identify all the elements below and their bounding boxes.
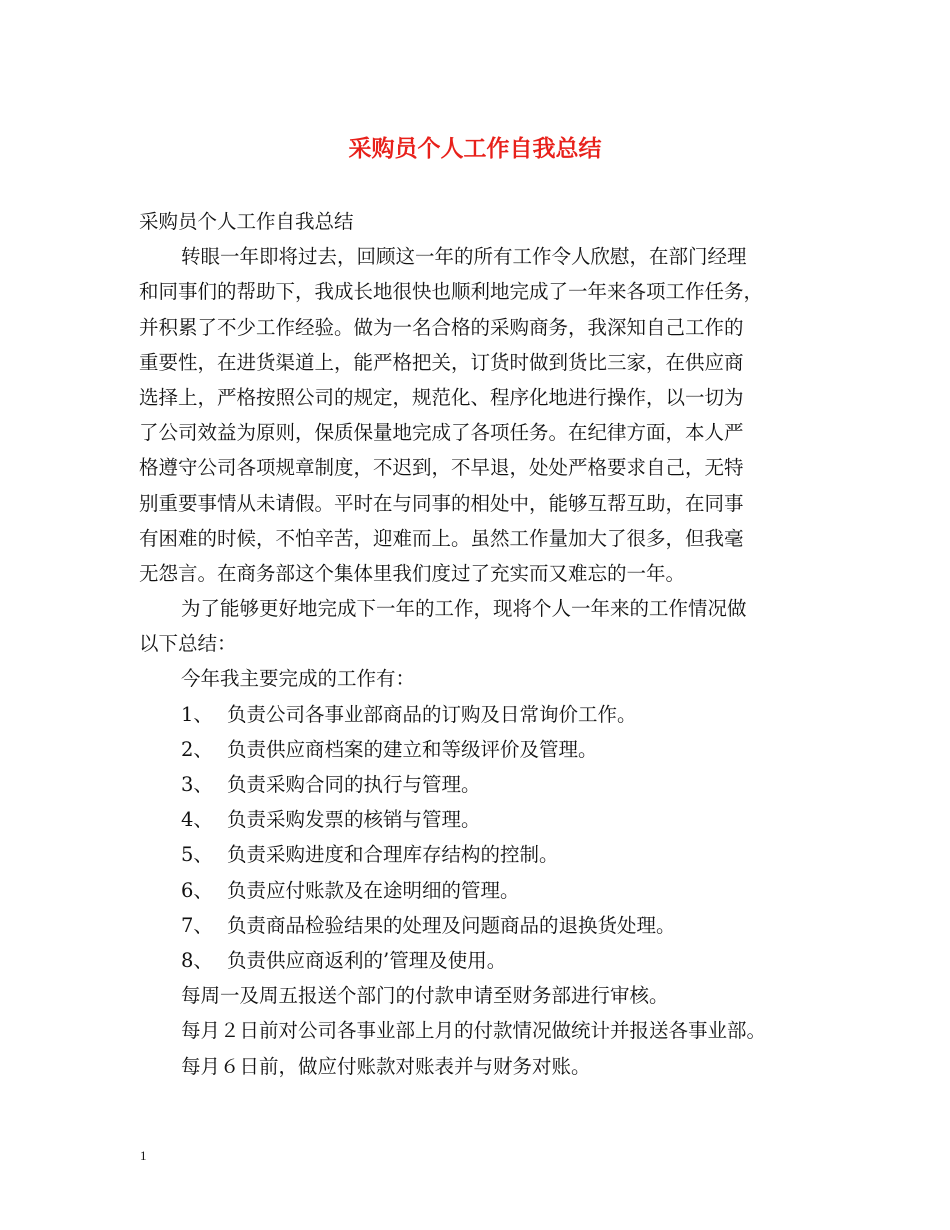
- closing-section: [139, 978, 819, 1084]
- paragraph-line: 选择上，严格按照公司的规定，规范化、程序化地进行操作，以一切为: [139, 385, 744, 409]
- document-subtitle: 采购员个人工作自我总结: [139, 210, 354, 233]
- paragraph-line: 并积累了不少工作经验。做为一名合格的采购商务，我深知自己工作的: [139, 315, 744, 339]
- list-item: [139, 837, 819, 872]
- paragraph-line: 了公司效益为原则，保质保量地完成了各项任务。在纪律方面，本人严: [139, 421, 744, 445]
- paragraph-line: 以下总结：: [139, 632, 237, 656]
- list-item-number: 8、: [181, 948, 213, 972]
- closing-line: 每月６日前，做应付账款对账表并与财务对账。: [181, 1054, 591, 1078]
- work-list: [139, 697, 819, 979]
- list-item-number: 6、: [181, 878, 213, 902]
- list-item-number: 3、: [181, 773, 213, 796]
- list-intro: 今年我主要完成的工作有：: [181, 667, 416, 691]
- list-item: [139, 873, 819, 908]
- paragraph-line: 为了能够更好地完成下一年的工作，现将个人一年来的工作情况做: [181, 597, 747, 621]
- paragraph-line: 格遵守公司各项规章制度，不迟到，不早退，处处严格要求自己，无特: [139, 456, 744, 480]
- list-item-text: 负责采购合同的执行与管理。: [227, 773, 481, 796]
- list-item-text: 负责应付账款及在途明细的管理。: [227, 878, 520, 902]
- closing-line: 每周一及周五报送个部门的付款申请至财务部进行审核。: [181, 984, 669, 1008]
- list-item-text: 负责商品检验结果的处理及问题商品的退换货处理。: [227, 913, 676, 937]
- list-item-number: 1、: [181, 702, 213, 726]
- paragraph-line: 重要性，在进货渠道上，能严格把关，订货时做到货比三家，在供应商: [139, 350, 744, 374]
- list-item-text: 负责供应商返利的’管理及使用。: [227, 948, 507, 972]
- list-item-number: 4、: [181, 808, 213, 832]
- list-item: [139, 732, 819, 767]
- document-body: [139, 204, 819, 1084]
- list-item-number: 2、: [181, 737, 213, 761]
- list-item: [139, 908, 819, 943]
- paragraph-2: [139, 591, 819, 661]
- list-item-number: 7、: [181, 913, 213, 937]
- list-item-text: 负责采购发票的核销与管理。: [227, 808, 481, 832]
- page-number: 1: [140, 1148, 147, 1163]
- list-item-text: 负责供应商档案的建立和等级评价及管理。: [227, 737, 598, 761]
- paragraph-1: [139, 239, 819, 591]
- list-item: [139, 943, 819, 978]
- paragraph-line: 和同事们的帮助下，我成长地很快也顺利地完成了一年来各项工作任务，: [139, 280, 764, 304]
- paragraph-line: 有困难的时候，不怕辛苦，迎难而上。虽然工作量加大了很多，但我毫: [139, 526, 744, 550]
- list-item-text: 负责公司各事业部商品的订购及日常询价工作。: [227, 702, 637, 726]
- paragraph-line: 转眼一年即将过去，回顾这一年的所有工作令人欣慰，在部门经理: [181, 245, 747, 269]
- document-title: 采购员个人工作自我总结: [348, 135, 602, 162]
- list-item-text: 负责采购进度和合理库存结构的控制。: [227, 843, 559, 867]
- list-item-number: 5、: [181, 843, 213, 867]
- closing-line: 每月２日前对公司各事业部上月的付款情况做统计并报送各事业部。: [181, 1019, 767, 1043]
- list-item: [139, 802, 819, 837]
- list-item: [139, 767, 819, 802]
- paragraph-line: 无怨言。在商务部这个集体里我们度过了充实而又难忘的一年。: [139, 561, 686, 585]
- paragraph-line: 别重要事情从未请假。平时在与同事的相处中，能够互帮互助，在同事: [139, 491, 744, 515]
- list-item: [139, 697, 819, 732]
